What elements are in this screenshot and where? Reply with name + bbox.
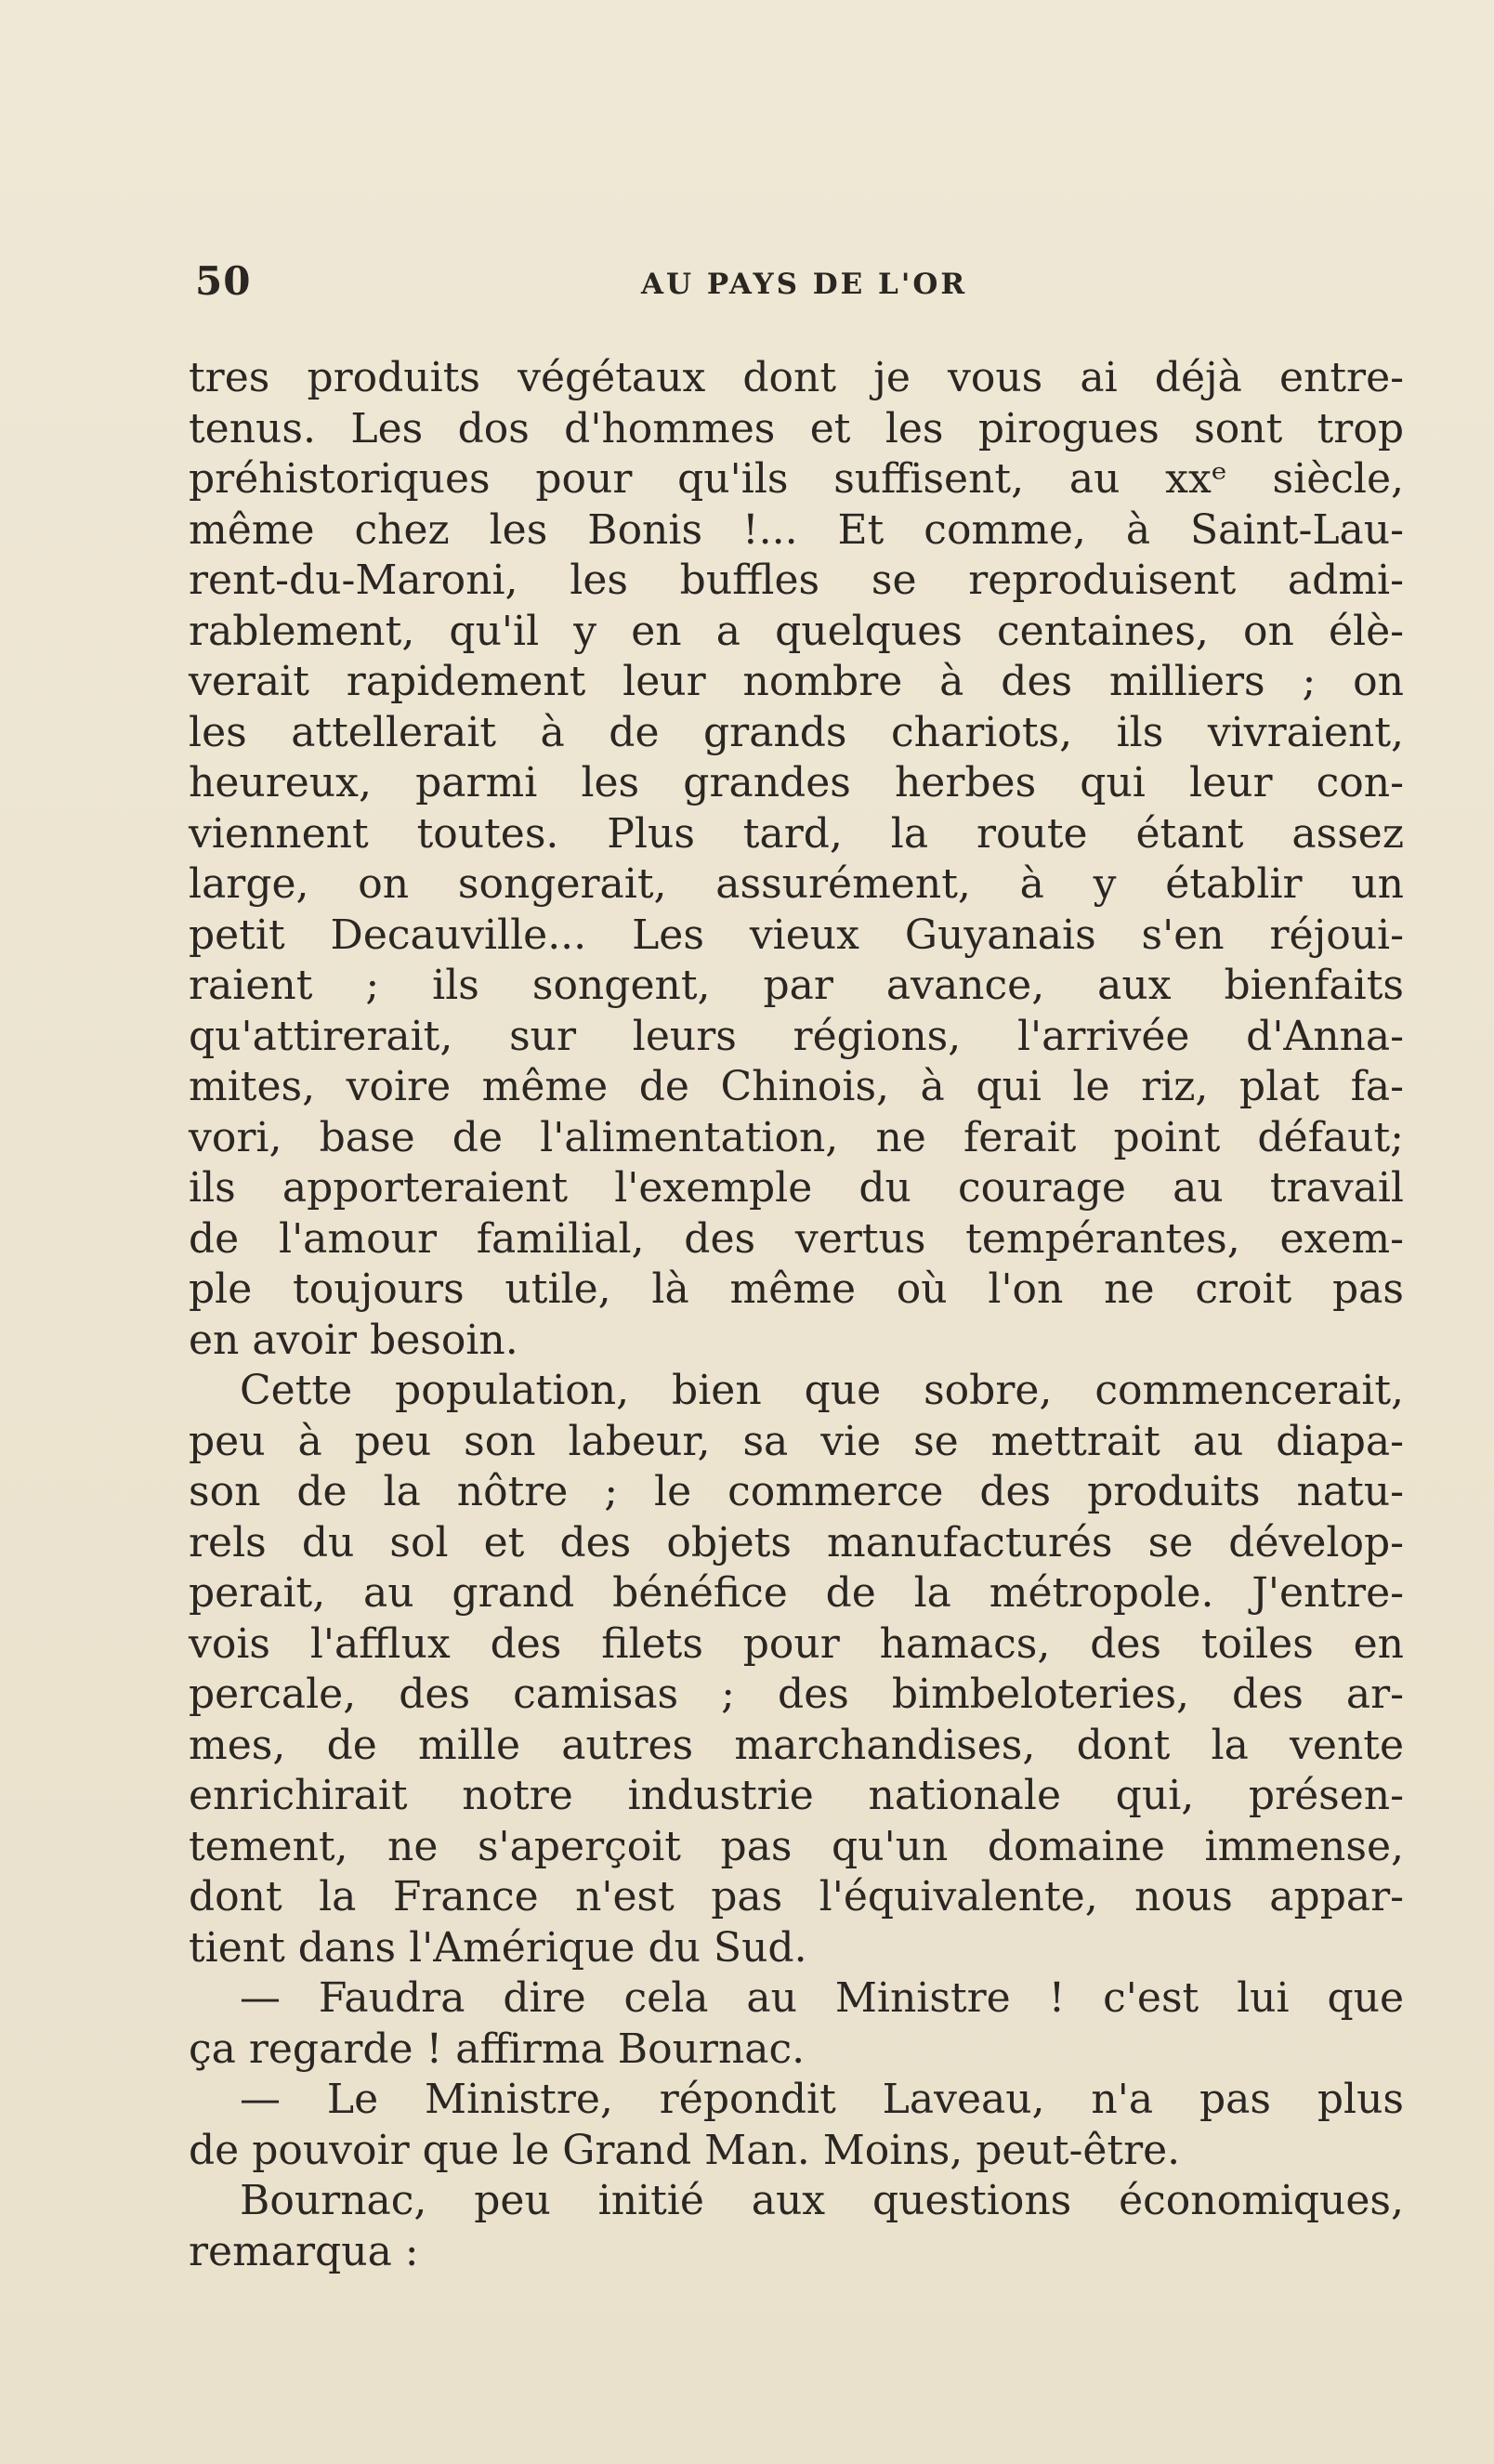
text-line: petit Decauville... Les vieux Guyanais s'en réjoui-: [189, 911, 1404, 959]
text-line: perait, au grand bénéfice de la métropole. J'entre-: [189, 1569, 1404, 1617]
text-line: heureux, parmi les grandes herbes qui leur con-: [189, 759, 1404, 806]
text-line: rablement, qu'il y en a quelques centaines, on élè-: [189, 607, 1404, 655]
text-line: tient dans l'Amérique du Sud.: [189, 1923, 807, 1972]
text-line: qu'attirerait, sur leurs régions, l'arrivée d'Anna-: [189, 1012, 1404, 1060]
text-line: verait rapidement leur nombre à des milliers ; on: [189, 658, 1404, 705]
text-line: vois l'afflux des filets pour hamacs, des toiles en: [189, 1619, 1404, 1668]
text-line: rels du sol et des objets manufacturés se dévelop-: [189, 1518, 1404, 1566]
text-line: peu à peu son labeur, sa vie se mettrait au diapa-: [189, 1417, 1404, 1465]
body-text: [189, 353, 1404, 2277]
text-line: enrichirait notre industrie nationale qui, présen-: [189, 1772, 1404, 1819]
text-line: — Le Ministre, répondit Laveau, n'a pas plus: [240, 2076, 1404, 2123]
text-line: vori, base de l'alimentation, ne ferait point défaut;: [189, 1113, 1404, 1161]
text-line: ils apporteraient l'exemple du courage au travail: [189, 1164, 1404, 1212]
text-line: Bournac, peu initié aux questions économiques,: [240, 2177, 1404, 2224]
text-line: — Faudra dire cela au Ministre ! c'est lui que: [240, 1974, 1404, 2022]
text-line: percale, des camisas ; des bimbeloteries, des ar-: [189, 1671, 1404, 1718]
text-line: mites, voire même de Chinois, à qui le riz, plat fa-: [189, 1063, 1404, 1110]
page-number: 50: [195, 258, 252, 304]
text-line: tement, ne s'aperçoit pas qu'un domaine immense,: [189, 1822, 1404, 1870]
text-line: ça regarde ! affirma Bournac.: [189, 2025, 806, 2073]
text-line: les attellerait à de grands chariots, ils vivraient,: [189, 708, 1404, 756]
text-line: remarqua :: [189, 2227, 419, 2275]
running-title: AU PAYS DE L'OR: [641, 268, 968, 301]
text-line: viennent toutes. Plus tard, la route étant assez: [189, 809, 1404, 858]
text-line: son de la nôtre ; le commerce des produits natu-: [189, 1468, 1404, 1515]
page-header: [195, 258, 1403, 314]
text-line: mes, de mille autres marchandises, dont la vente: [189, 1721, 1404, 1769]
text-line: même chez les Bonis !... Et comme, à Saint-Lau-: [189, 505, 1404, 554]
text-line: raient ; ils songent, par avance, aux bienfaits: [189, 962, 1404, 1009]
text-line: préhistoriques pour qu'ils suffisent, au xxᵉ siècle,: [189, 455, 1404, 503]
text-line: tenus. Les dos d'hommes et les pirogues sont trop: [189, 404, 1404, 452]
text-line: ple toujours utile, là même où l'on ne croit pas: [189, 1265, 1404, 1313]
text-line: large, on songerait, assurément, à y établir un: [189, 860, 1404, 908]
text-line: rent-du-Maroni, les buffles se reproduisent admi-: [189, 557, 1404, 604]
text-line: tres produits végétaux dont je vous ai déjà entre-: [189, 354, 1404, 401]
text-line: dont la France n'est pas l'équivalente, nous appar-: [189, 1873, 1404, 1920]
text-line: de l'amour familial, des vertus tempérantes, exem-: [189, 1214, 1404, 1263]
text-line: de pouvoir que le Grand Man. Moins, peut-être.: [189, 2126, 1181, 2174]
text-line: Cette population, bien que sobre, commencerait,: [240, 1367, 1404, 1414]
text-line: en avoir besoin.: [189, 1316, 518, 1364]
